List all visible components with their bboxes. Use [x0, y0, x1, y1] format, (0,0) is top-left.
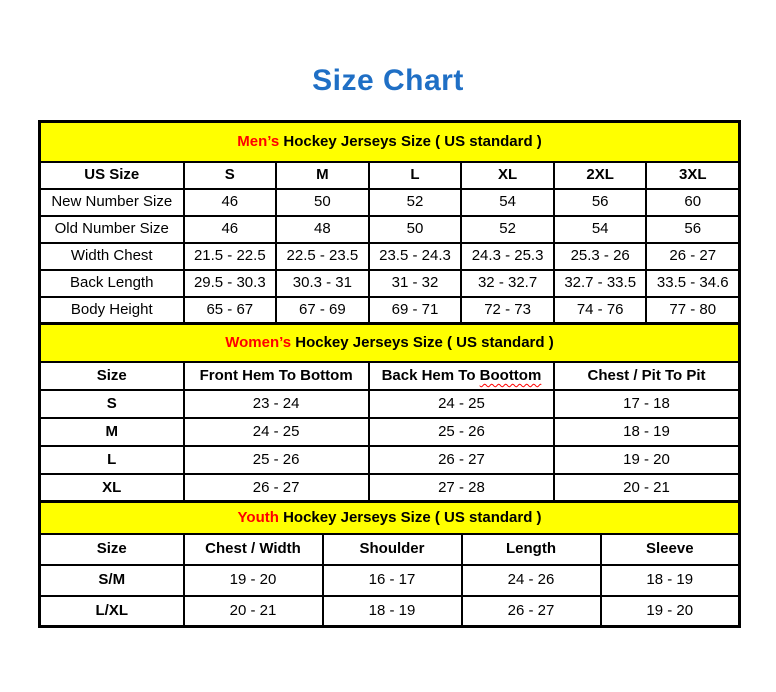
youth-col-size: Size — [40, 534, 184, 565]
value-cell: 27 - 28 — [369, 474, 554, 502]
row-label: M — [40, 418, 184, 446]
value-cell: 24 - 26 — [462, 565, 601, 596]
table-row — [40, 297, 740, 324]
table-row — [40, 390, 740, 418]
value-cell: 77 - 80 — [646, 297, 739, 324]
row-label: New Number Size — [40, 189, 184, 216]
youth-band-row — [40, 502, 740, 534]
value-cell: 54 — [461, 189, 554, 216]
mens-title-highlight: Men’s — [237, 133, 280, 151]
table-row — [40, 189, 740, 216]
womens-col-back-hem — [369, 362, 554, 390]
value-cell: 17 - 18 — [554, 390, 739, 418]
value-cell: 21.5 - 22.5 — [184, 243, 277, 270]
value-cell: 24 - 25 — [184, 418, 369, 446]
value-cell: 50 — [276, 189, 369, 216]
mens-col-us-size: US Size — [40, 162, 184, 189]
table-row — [40, 596, 740, 627]
table-row — [40, 216, 740, 243]
womens-col-chest: Chest / Pit To Pit — [554, 362, 739, 390]
row-label: S — [40, 390, 184, 418]
youth-col-shoulder: Shoulder — [323, 534, 462, 565]
mens-title-rest: Hockey Jerseys Size ( US standard ) — [279, 133, 542, 151]
value-cell: 16 - 17 — [323, 565, 462, 596]
value-cell: 65 - 67 — [184, 297, 277, 324]
value-cell: 25 - 26 — [369, 418, 554, 446]
value-cell: 31 - 32 — [369, 270, 462, 297]
value-cell: 32 - 32.7 — [461, 270, 554, 297]
womens-title-rest: Hockey Jerseys Size ( US standard ) — [291, 334, 554, 352]
mens-size-table — [38, 120, 741, 325]
value-cell: 48 — [276, 216, 369, 243]
value-cell: 32.7 - 33.5 — [554, 270, 647, 297]
mens-col-s: S — [184, 162, 277, 189]
mens-band-row — [40, 122, 740, 162]
table-row — [40, 270, 740, 297]
value-cell: 56 — [646, 216, 739, 243]
size-tables — [38, 120, 738, 628]
womens-header-row — [40, 362, 740, 390]
value-cell: 46 — [184, 189, 277, 216]
womens-table-band — [40, 324, 740, 362]
mens-col-3xl: 3XL — [646, 162, 739, 189]
mens-header-row — [40, 162, 740, 189]
value-cell: 74 - 76 — [554, 297, 647, 324]
value-cell: 19 - 20 — [554, 446, 739, 474]
row-label: Back Length — [40, 270, 184, 297]
value-cell: 18 - 19 — [323, 596, 462, 627]
youth-size-table — [38, 500, 741, 628]
mens-col-l: L — [369, 162, 462, 189]
mens-col-xl: XL — [461, 162, 554, 189]
row-label: Width Chest — [40, 243, 184, 270]
table-row — [40, 446, 740, 474]
value-cell: 19 - 20 — [184, 565, 323, 596]
value-cell: 29.5 - 30.3 — [184, 270, 277, 297]
value-cell: 23 - 24 — [184, 390, 369, 418]
value-cell: 46 — [184, 216, 277, 243]
womens-back-hem-label: Back Hem To — [381, 366, 480, 384]
row-label: S/M — [40, 565, 184, 596]
value-cell: 22.5 - 23.5 — [276, 243, 369, 270]
value-cell: 69 - 71 — [369, 297, 462, 324]
value-cell: 72 - 73 — [461, 297, 554, 324]
page-title: Size Chart — [312, 64, 464, 97]
youth-col-sleeve: Sleeve — [601, 534, 740, 565]
value-cell: 23.5 - 24.3 — [369, 243, 462, 270]
row-label: XL — [40, 474, 184, 502]
youth-col-chest: Chest / Width — [184, 534, 323, 565]
womens-col-size: Size — [40, 362, 184, 390]
value-cell: 52 — [461, 216, 554, 243]
value-cell: 67 - 69 — [276, 297, 369, 324]
value-cell: 56 — [554, 189, 647, 216]
value-cell: 26 - 27 — [369, 446, 554, 474]
row-label: L — [40, 446, 184, 474]
value-cell: 18 - 19 — [601, 565, 740, 596]
womens-size-table — [38, 322, 741, 503]
row-label: L/XL — [40, 596, 184, 627]
value-cell: 54 — [554, 216, 647, 243]
value-cell: 60 — [646, 189, 739, 216]
value-cell: 24 - 25 — [369, 390, 554, 418]
youth-col-length: Length — [462, 534, 601, 565]
value-cell: 24.3 - 25.3 — [461, 243, 554, 270]
table-row — [40, 474, 740, 502]
value-cell: 50 — [369, 216, 462, 243]
value-cell: 19 - 20 — [601, 596, 740, 627]
womens-title-highlight: Women’s — [225, 334, 292, 352]
value-cell: 26 - 27 — [646, 243, 739, 270]
value-cell: 20 - 21 — [184, 596, 323, 627]
mens-table-band — [40, 122, 740, 162]
value-cell: 52 — [369, 189, 462, 216]
youth-title-highlight: Youth — [237, 509, 279, 527]
value-cell: 18 - 19 — [554, 418, 739, 446]
youth-table-band — [40, 502, 740, 534]
value-cell: 25 - 26 — [184, 446, 369, 474]
youth-title-rest: Hockey Jerseys Size ( US standard ) — [278, 509, 542, 527]
table-row — [40, 565, 740, 596]
womens-back-hem-misspelled-word: Boottom — [479, 366, 542, 384]
row-label: Old Number Size — [40, 216, 184, 243]
youth-header-row — [40, 534, 740, 565]
value-cell: 20 - 21 — [554, 474, 739, 502]
womens-col-front-hem: Front Hem To Bottom — [184, 362, 369, 390]
womens-band-row — [40, 324, 740, 362]
table-row — [40, 418, 740, 446]
mens-col-2xl: 2XL — [554, 162, 647, 189]
row-label: Body Height — [40, 297, 184, 324]
value-cell: 30.3 - 31 — [276, 270, 369, 297]
table-row — [40, 243, 740, 270]
mens-col-m: M — [276, 162, 369, 189]
value-cell: 25.3 - 26 — [554, 243, 647, 270]
value-cell: 26 - 27 — [184, 474, 369, 502]
value-cell: 33.5 - 34.6 — [646, 270, 739, 297]
value-cell: 26 - 27 — [462, 596, 601, 627]
